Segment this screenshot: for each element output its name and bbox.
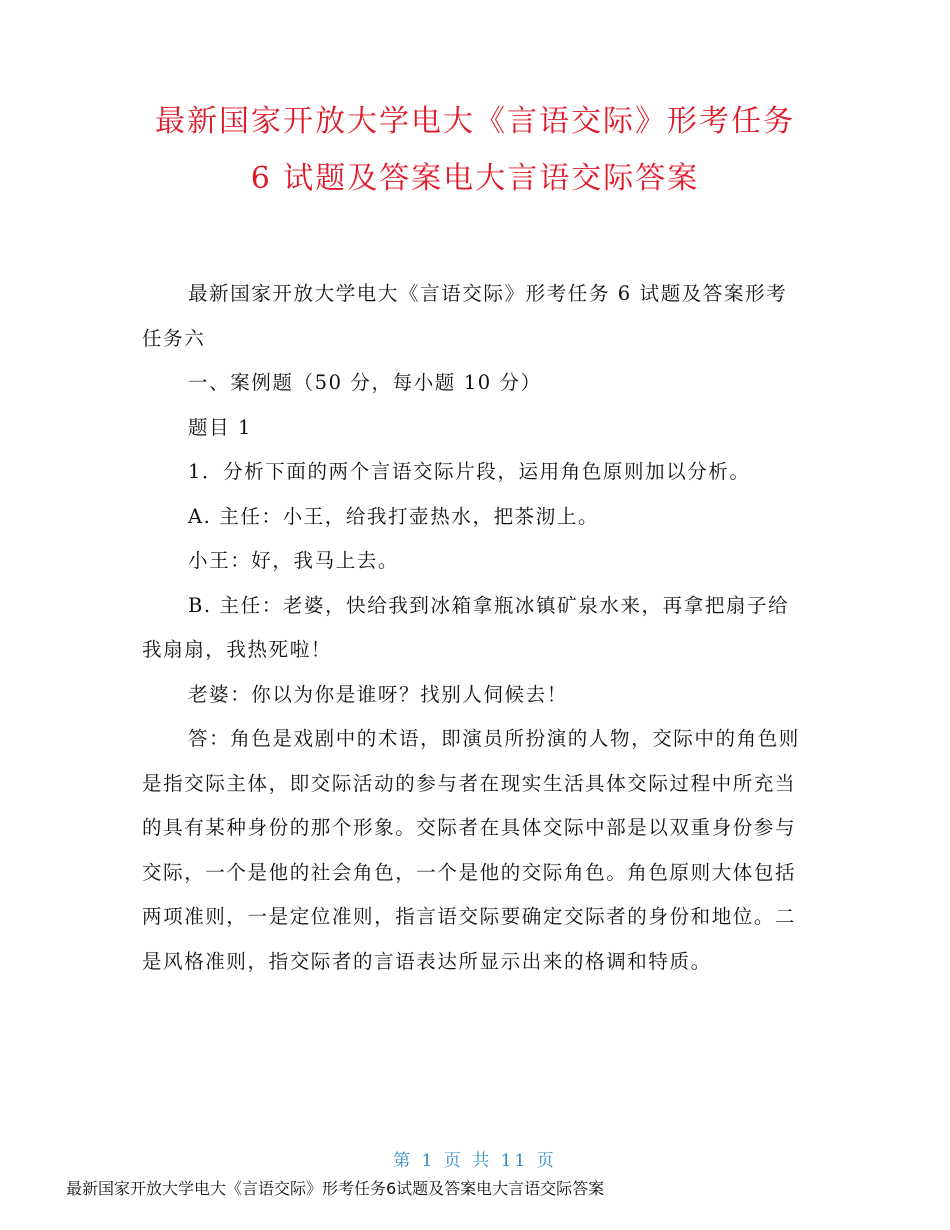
paragraph-case-a-reply: 小王：好，我马上去。: [188, 549, 400, 572]
document-title-line-1: 最新国家开放大学电大《言语交际》形考任务: [155, 104, 795, 139]
paragraph-case-b-reply: 老婆：你以为你是谁呀？找别人伺候去！: [188, 682, 568, 706]
paragraph-question-text: 1．分析下面的两个言语交际片段，运用角色原则加以分析。: [188, 460, 751, 483]
paragraph-case-b: B. 主任：老婆，快给我到冰箱拿瓶冰镇矿泉水来，再拿把扇子给我扇扇，我热死啦！: [142, 593, 790, 661]
paragraph-case-a: A. 主任：小王，给我打壶热水，把茶沏上。: [188, 504, 600, 528]
paragraph-intro: 最新国家开放大学电大《言语交际》形考任务 6 试题及答案形考任务六: [142, 282, 788, 350]
paragraph-question-label: 题目 1: [188, 415, 253, 439]
paragraph-answer: 答：角色是戏剧中的术语，即演员所扮演的人物，交际中的角色则是指交际主体，即交际活动的参与者在现实生活具体交际过程中所充当的具有某种身份的那个形象。交际者在具体交际中部是以双重身份参与交际，一个是他的社会角色，一个是他的交际角色。角色原则大体包括两项准则，一是定位准则，指言语交际要确定交际者的身份和地位。二是风格准则，指交际者的言语表达所显示出来的格调和特质。: [142, 727, 800, 973]
document-body: [142, 272, 802, 984]
document-title-line-2: 6 试题及答案电大言语交际答案: [250, 161, 700, 196]
page-number: 第 1 页 共 11 页: [393, 1151, 557, 1171]
paragraph-section-heading: 一、案例题（50 分，每小题 10 分）: [188, 371, 542, 394]
footer-document-title: 最新国家开放大学电大《言语交际》形考任务6试题及答案电大言语交际答案: [66, 1179, 605, 1198]
